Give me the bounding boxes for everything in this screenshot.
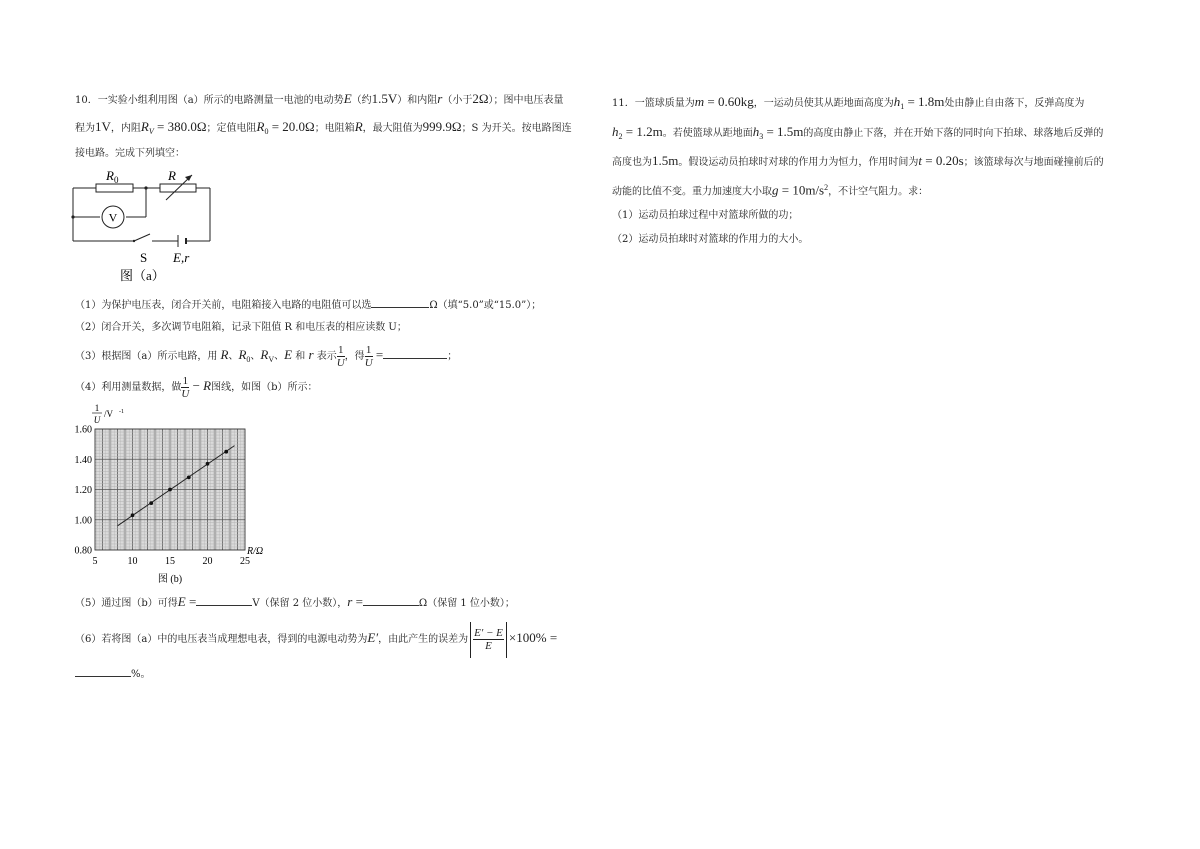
q11-line1: 11．一篮球质量为m = 0.60kg，一运动员使其从距地面高度为$h_1 = 1.8m$处由静止自由落下，反弹高度为 bbox=[612, 94, 1085, 111]
r0-resistor bbox=[96, 184, 133, 192]
y-tick-label: 1.40 bbox=[74, 454, 92, 466]
x-axis-label: R/Ω bbox=[247, 546, 264, 557]
y-axis-label-unit: /V bbox=[104, 409, 113, 419]
q11-line2: $h_2 = 1.2m$。若使篮球从距地面$h_3 = 1.5m$的高度由静止下落，并在开始下落的同时向下拍球、球落地后反弹的 bbox=[612, 124, 1104, 141]
answer-blank-2[interactable] bbox=[383, 348, 447, 359]
q10-part4: （4）利用测量数据，做 $\frac{1}{U}$ − R图线，如图（b）所示： bbox=[75, 375, 318, 400]
y-tick-label: 1.60 bbox=[74, 424, 92, 436]
answer-blank-5[interactable] bbox=[75, 666, 131, 677]
q11-line4: 动能的比值不变。重力加速度大小取$g = 10m/s^2$，不计空气阻力。求： bbox=[612, 182, 929, 198]
switch bbox=[134, 234, 150, 241]
q10-part2: （2）闭合开关，多次调节电阻箱，记录下阻值 R 和电压表的相应读数 U； bbox=[75, 322, 407, 333]
fraction-axis-label: $\frac{1}{U}$ bbox=[181, 375, 190, 400]
x-tick-label: 25 bbox=[240, 556, 250, 567]
chart-1-over-u-vs-r bbox=[60, 400, 290, 590]
x-tick-label: 20 bbox=[202, 556, 213, 567]
data-point bbox=[131, 513, 135, 517]
q11-line3: 高度也为1.5m。假设运动员拍球时对球的作用力为恒力，作用时间为t = 0.20s；该篮球每次与地面碰撞前后的 bbox=[612, 153, 1104, 168]
data-point bbox=[149, 501, 153, 505]
data-point bbox=[187, 476, 191, 480]
circuit-diagram bbox=[70, 165, 220, 285]
voltmeter-label: V bbox=[108, 210, 118, 225]
y-tick-label: 0.80 bbox=[74, 545, 92, 557]
r-label: R bbox=[168, 168, 176, 183]
x-tick-label: 15 bbox=[165, 556, 175, 567]
y-axis-label-den: U bbox=[93, 415, 101, 425]
data-point bbox=[206, 462, 210, 466]
battery-label: E,r bbox=[173, 250, 190, 265]
r0-label: $R_0$ bbox=[106, 168, 119, 185]
circuit-caption: 图（a） bbox=[120, 268, 165, 283]
q10-part5: （5）通过图（b）可得E = V（保留 2 位小数），r = Ω（保留 1 位小数）； bbox=[75, 594, 515, 609]
q11-sub1: （1）运动员拍球过程中对篮球所做的功； bbox=[612, 210, 799, 221]
x-tick-label: 10 bbox=[127, 556, 138, 567]
q10-intro-line3: 接电路。完成下列填空： bbox=[75, 148, 185, 159]
q10-intro-line1: 10．一实验小组利用图（a）所示的电路测量一电池的电动势E（约1.5V）和内阻r（小于2Ω）；图中电压表量 bbox=[75, 91, 564, 106]
answer-blank-4[interactable] bbox=[363, 595, 419, 606]
fraction-1-over-u: $\frac{1}{U}$ bbox=[336, 344, 345, 369]
chart-caption: 图 (b) bbox=[157, 574, 183, 585]
y-axis-label-exp: -1 bbox=[119, 409, 124, 415]
q10-part3: （3）根据图（a）所示电路，用 R、$R_0$、$R_V$、E 和 r 表示 $\frac{1}{U}$ ，得 $\frac{1}{U}$ = ； bbox=[75, 344, 458, 369]
relative-error-fraction: $\frac{E' - E}{E}$ bbox=[474, 626, 503, 652]
q10-part6-cont: %。 bbox=[75, 666, 151, 681]
q10-part6: （6）若将图（a）中的电压表当成理想电表，得到的电源电动势为E′，由此产生的误差为 $\frac{E' - E}{E}$ ×100% = bbox=[75, 620, 557, 658]
data-point bbox=[168, 488, 172, 492]
x-tick-label: 5 bbox=[92, 556, 98, 567]
y-axis-label-num: 1 bbox=[94, 403, 100, 413]
q10-part1: （1）为保护电压表，闭合开关前，电阻箱接入电路的电阻值可以选 Ω（填“5.0”或“15.0”）； bbox=[75, 297, 541, 312]
answer-blank-3[interactable] bbox=[196, 595, 252, 606]
y-tick-label: 1.20 bbox=[74, 485, 92, 496]
y-tick-label: 1.00 bbox=[74, 515, 92, 527]
data-point bbox=[224, 450, 228, 454]
switch-label: S bbox=[140, 250, 148, 265]
fraction-1-over-u-2: $\frac{1}{U}$ bbox=[364, 344, 373, 369]
q11-sub2: （2）运动员拍球时对篮球的作用力的大小。 bbox=[612, 234, 809, 245]
answer-blank-1[interactable] bbox=[371, 297, 429, 308]
q10-intro-line2: 程为1V，内阻$R_V = 380.0\Omega$；定值电阻$R_0 = 20.0\Omega$；电阻箱R，最大阻值为999.9Ω；S 为开关。按电路图连 bbox=[75, 119, 572, 136]
